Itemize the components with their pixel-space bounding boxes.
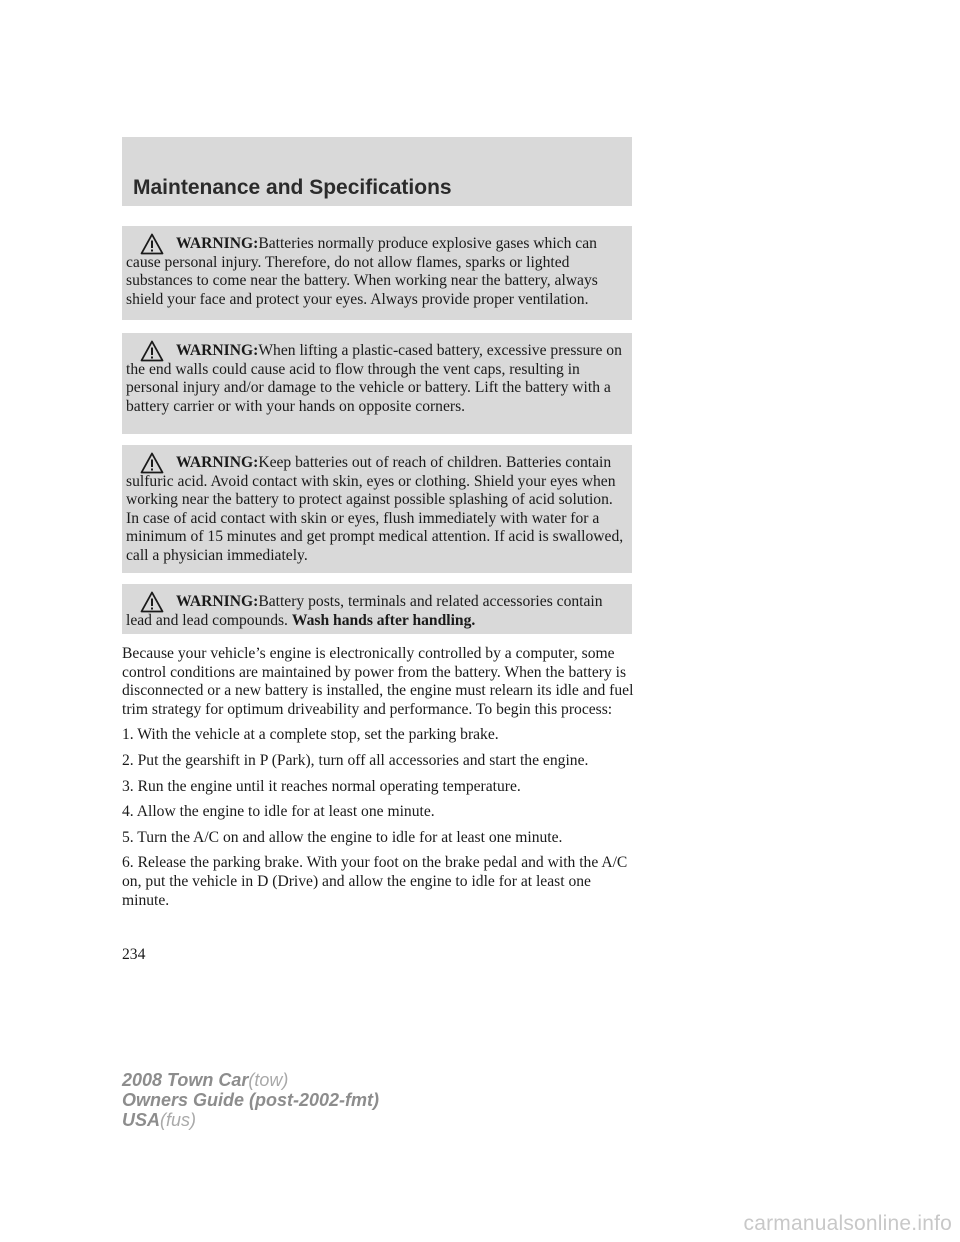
warning-paragraph [126,593,624,630]
warning-paragraph [126,342,624,416]
warning-box-explosive-gases [122,226,632,320]
step-3: 3. Run the engine until it reaches normal operating temperature. [122,777,521,795]
warning-triangle-icon [140,452,164,474]
watermark: carmanualsonline.info [743,1212,952,1235]
warning-box-lifting-battery [122,333,632,434]
document-footer [122,1070,379,1130]
warning-box-children-acid [122,445,632,573]
section-header-band [122,137,632,206]
warning-box-lead-compounds [122,584,632,634]
warning-text: Keep batteries out of reach of children. Batteries contain sulfuric acid. Avoid contact with skin, eyes or clothing. Shield your eyes when working near the battery to protect against possible splashing of acid solution. In case of acid contact with skin or eyes, flush immediately with water for a minimum of 15 minutes and get prompt medical attention. If acid is swallowed, call a physician immediately. [126,454,624,564]
step-1: 1. With the vehicle at a complete stop, set the parking brake. [122,726,499,744]
warning-triangle-icon [140,591,164,613]
step-2: 2. Put the gearshift in P (Park), turn off all accessories and start the engine. [122,751,589,769]
warning-text: Battery posts, terminals and related accessories contain lead and lead compounds. [126,593,603,629]
step-4: 4. Allow the engine to idle for at least one minute. [122,803,435,821]
footer-model: 2008 Town Car [122,1070,249,1090]
footer-market-tag: (fus) [160,1110,197,1130]
footer-guide: Owners Guide (post-2002-fmt) [122,1090,380,1110]
footer-model-tag: (tow) [248,1070,289,1090]
footer-line-guide [122,1090,379,1110]
warning-label: WARNING: [176,235,259,252]
intro-paragraph: Because your vehicle’s engine is electronically controlled by a computer, some control conditions are maintained by power from the battery. When the battery is disconnected or a new battery is installed, the engine must relearn its idle and fuel trim strategy for optimum driveability and performance. To begin this process: [122,645,634,718]
footer-line-market [122,1110,379,1130]
warning-bold-text: Wash hands after handling. [291,611,476,629]
warning-label: WARNING: [176,454,259,471]
warning-label: WARNING: [176,593,259,610]
footer-market: USA [122,1110,161,1130]
warning-label: WARNING: [176,342,259,359]
warning-triangle-icon [140,233,164,255]
page-number: 234 [122,946,146,963]
warning-triangle-icon [140,340,164,362]
body-text [122,645,634,917]
section-title: Maintenance and Specifications [133,176,452,199]
warning-paragraph [126,235,624,309]
warning-text: When lifting a plastic-cased battery, excessive pressure on the end walls could cause acid to flow through the vent caps, resulting in personal injury and/or damage to the vehicle or battery. Lift the battery with a battery carrier or with your hands on opposite corners. [126,342,622,415]
step-6: 6. Release the parking brake. With your foot on the brake pedal and with the A/C on, put the vehicle in D (Drive) and allow the engine to idle for at least one minute. [122,854,628,909]
step-5: 5. Turn the A/C on and allow the engine to idle for at least one minute. [122,828,563,846]
warning-paragraph [126,454,624,566]
warning-text: Batteries normally produce explosive gases which can cause personal injury. Therefore, do not allow flames, sparks or lighted substances to come near the battery. When working near the battery, always shield your face and protect your eyes. Always provide proper ventilation. [126,235,598,308]
footer-line-model [122,1070,379,1090]
